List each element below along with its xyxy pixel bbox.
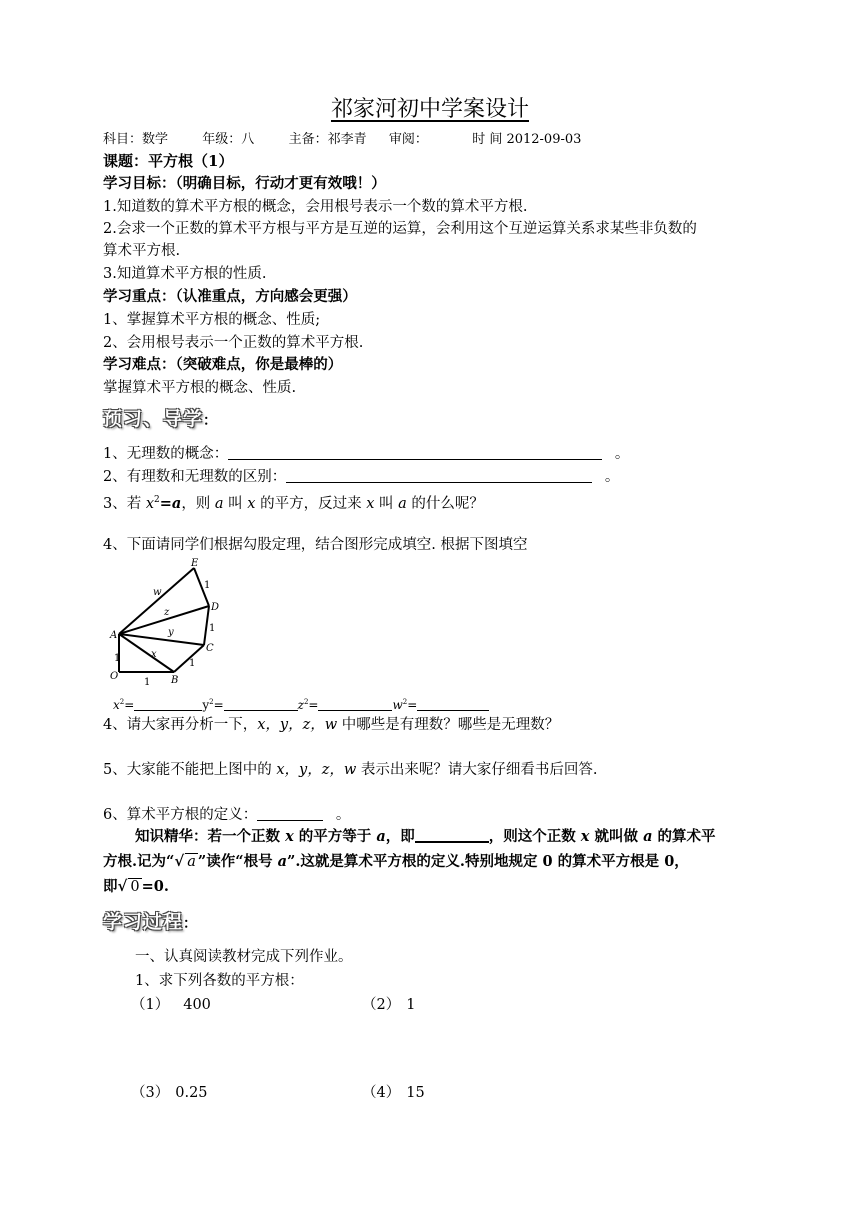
essence-line-2 xyxy=(103,851,689,872)
label-A: A xyxy=(110,630,118,641)
question-1-text: 1、无理数的概念： xyxy=(103,446,229,462)
q3-part: 3、若 xyxy=(103,495,146,512)
essence-part: 就叫做 xyxy=(589,828,644,845)
essence-var: x xyxy=(580,828,590,845)
objective-3: 3.知道算术平方根的性质. xyxy=(103,266,267,282)
essence-part: ，即 xyxy=(385,828,415,845)
key-points-heading: 学习重点：（认准重点，方向感会更强） xyxy=(103,288,357,305)
q3-part: 的平方，反过来 xyxy=(255,495,367,512)
meta-grade: 年级：八 xyxy=(202,132,255,147)
side-label-1-OA: 1 xyxy=(114,653,121,664)
problem-3 xyxy=(131,1083,208,1103)
fill-eq: = xyxy=(407,698,418,712)
fill-eq: = xyxy=(124,698,135,712)
document-title: 祁家河初中学案设计 xyxy=(330,97,529,122)
essence-part: 方根.记为“ xyxy=(103,853,175,870)
fill-eq: = xyxy=(308,698,319,712)
essence-var: a xyxy=(277,853,288,870)
label-B: B xyxy=(171,675,179,686)
essence-blank[interactable] xyxy=(415,827,489,843)
meta-date: 时 间 2012-09-03 xyxy=(472,132,582,147)
q3-sup: 2 xyxy=(154,495,160,505)
side-label-z: z xyxy=(164,607,170,618)
side-label-1-BC: 1 xyxy=(189,658,196,669)
side-label-1-DE: 1 xyxy=(204,580,211,591)
q3-eq: =a xyxy=(159,494,182,512)
problem-1 xyxy=(131,995,211,1015)
problem-label: （2） xyxy=(362,997,401,1013)
problem-value: 15 xyxy=(406,1085,425,1101)
question-2-text: 2、有理数和无理数的区别： xyxy=(103,469,287,485)
essence-part: 的算术平 xyxy=(652,828,716,845)
lesson-topic: 课题：平方根（1） xyxy=(103,152,234,170)
essence-part: ”读作“根号 xyxy=(197,853,278,870)
answer-blank-6[interactable] xyxy=(257,806,323,821)
q4b-part: 中哪些是有理数？哪些是无理数？ xyxy=(337,717,560,733)
objectives-heading: 学习目标：（明确目标，行动才更有效哦！） xyxy=(103,175,386,192)
process-section-title xyxy=(103,907,198,934)
fill-sup: 2 xyxy=(303,698,309,706)
problem-2 xyxy=(362,995,415,1015)
q3-var: a xyxy=(214,495,224,512)
essence-line-3 xyxy=(103,876,169,897)
sqrt-symbol: √ xyxy=(174,852,185,870)
essence-var: a xyxy=(376,828,386,845)
question-5 xyxy=(103,760,597,780)
question-3 xyxy=(103,490,484,514)
objective-2a: 2.会求一个正数的算术平方根与平方是互逆的运算，会利用这个互逆运算关系求某些非负数的 xyxy=(103,221,697,237)
fill-in-squares xyxy=(113,692,489,715)
meta-reviewer: 审阅： xyxy=(388,132,428,147)
side-label-1-OB: 1 xyxy=(144,677,151,687)
answer-blank-1[interactable] xyxy=(228,445,602,460)
radicand-text: a xyxy=(187,854,196,870)
label-O: O xyxy=(110,671,119,682)
blank-x-squared[interactable] xyxy=(134,700,202,711)
meta-author: 主备：祁李青 xyxy=(288,132,367,147)
question-1-end: 。 xyxy=(614,446,630,462)
question-1 xyxy=(103,444,629,464)
key-point-1: 1、掌握算术平方根的概念、性质; xyxy=(103,312,321,328)
objective-1: 1.知道数的算术平方根的概念，会用根号表示一个数的算术平方根. xyxy=(103,199,528,215)
fill-var: w xyxy=(392,698,403,712)
fill-var: z xyxy=(297,698,304,712)
process-intro: 一、认真阅读教材完成下列作业。 xyxy=(135,949,353,965)
answer-blank-2[interactable] xyxy=(286,468,592,483)
q3-var: x xyxy=(247,495,256,512)
sqrt-symbol: √ xyxy=(117,877,128,895)
preview-colon: ： xyxy=(203,413,219,429)
q6-end: 。 xyxy=(335,807,351,823)
q5-part: 表示出来呢？请大家仔细看书后回答. xyxy=(356,762,598,778)
process-colon: ： xyxy=(183,916,199,932)
q3-part: 的什么呢？ xyxy=(406,495,484,512)
radicand-a xyxy=(185,853,198,870)
side-label-y: y xyxy=(168,627,174,638)
problem-value: 1 xyxy=(406,997,416,1013)
blank-y-squared[interactable] xyxy=(224,700,298,711)
fill-sup: 2 xyxy=(209,698,214,706)
preview-title-text: 预习、导学 xyxy=(103,408,204,430)
side-label-1-CD: 1 xyxy=(209,623,216,634)
pythagorean-spiral-figure xyxy=(108,555,228,687)
problem-label: （4） xyxy=(362,1085,401,1101)
process-title-text: 学习过程 xyxy=(103,911,184,933)
key-point-2: 2、会用根号表示一个正数的算术平方根. xyxy=(103,335,364,351)
essence-line-1 xyxy=(135,827,716,847)
essence-part: 知识精华：若一个正数 xyxy=(135,828,286,845)
meta-line xyxy=(103,130,581,150)
question-2 xyxy=(103,467,619,487)
essence-part: 的平方等于 xyxy=(293,828,377,845)
question-6 xyxy=(103,805,350,825)
objective-2b: 算术平方根. xyxy=(103,243,181,259)
q5-part: 5、大家能不能把上图中的 xyxy=(103,762,277,778)
fill-sup: 2 xyxy=(119,698,125,706)
q3-var: x xyxy=(366,495,375,512)
label-E: E xyxy=(191,558,199,569)
q5-vars: x，y，z，w xyxy=(276,762,357,778)
fill-sup: 2 xyxy=(402,698,408,706)
fill-var: x xyxy=(113,698,120,712)
q3-part: 叫 xyxy=(223,495,248,512)
problem-4 xyxy=(362,1083,425,1103)
essence-part: 即 xyxy=(103,878,118,895)
difficulty-1: 掌握算术平方根的概念、性质. xyxy=(103,380,297,396)
task-1: 1、求下列各数的平方根： xyxy=(135,973,304,989)
question-4b xyxy=(103,715,559,735)
q3-part: 叫 xyxy=(374,495,399,512)
essence-part: =0. xyxy=(141,878,169,895)
preview-section-title xyxy=(103,404,218,431)
q3-var: x xyxy=(145,495,155,512)
meta-subject: 科目：数学 xyxy=(103,132,169,147)
essence-part: ，则这个正数 xyxy=(488,828,581,845)
q6-text: 6、算术平方根的定义： xyxy=(103,807,258,823)
q4b-part: 4、请大家再分析一下， xyxy=(103,717,258,733)
fill-var: y xyxy=(202,698,210,712)
blank-w-squared[interactable] xyxy=(417,700,489,711)
label-C: C xyxy=(206,643,214,654)
q3-part: ，则 xyxy=(181,495,215,512)
question-4: 4、下面请同学们根据勾股定理，结合图形完成填空. 根据下图填空 xyxy=(103,537,528,553)
fill-eq: = xyxy=(213,698,224,712)
difficulty-heading: 学习难点：（突破难点，你是最棒的） xyxy=(103,356,343,373)
problem-value: 0.25 xyxy=(175,1085,208,1101)
essence-var: a xyxy=(643,828,653,845)
blank-z-squared[interactable] xyxy=(318,700,392,711)
q4b-vars: x，y，z，w xyxy=(257,717,338,733)
question-2-end: 。 xyxy=(604,469,620,485)
segment-AE xyxy=(119,568,194,634)
radicand-zero: 0 xyxy=(130,879,140,895)
problem-label: （3） xyxy=(131,1085,170,1101)
q3-var: a xyxy=(398,495,407,512)
essence-var: x xyxy=(285,828,294,845)
essence-part: ”.这就是算术平方根的定义.特别地规定 0 的算术平方根是 0， xyxy=(287,853,689,870)
problem-value: 400 xyxy=(183,997,211,1013)
side-label-x: x xyxy=(151,649,157,660)
label-D: D xyxy=(211,602,220,613)
problem-label: （1） xyxy=(131,997,170,1013)
side-label-w: w xyxy=(153,587,162,598)
